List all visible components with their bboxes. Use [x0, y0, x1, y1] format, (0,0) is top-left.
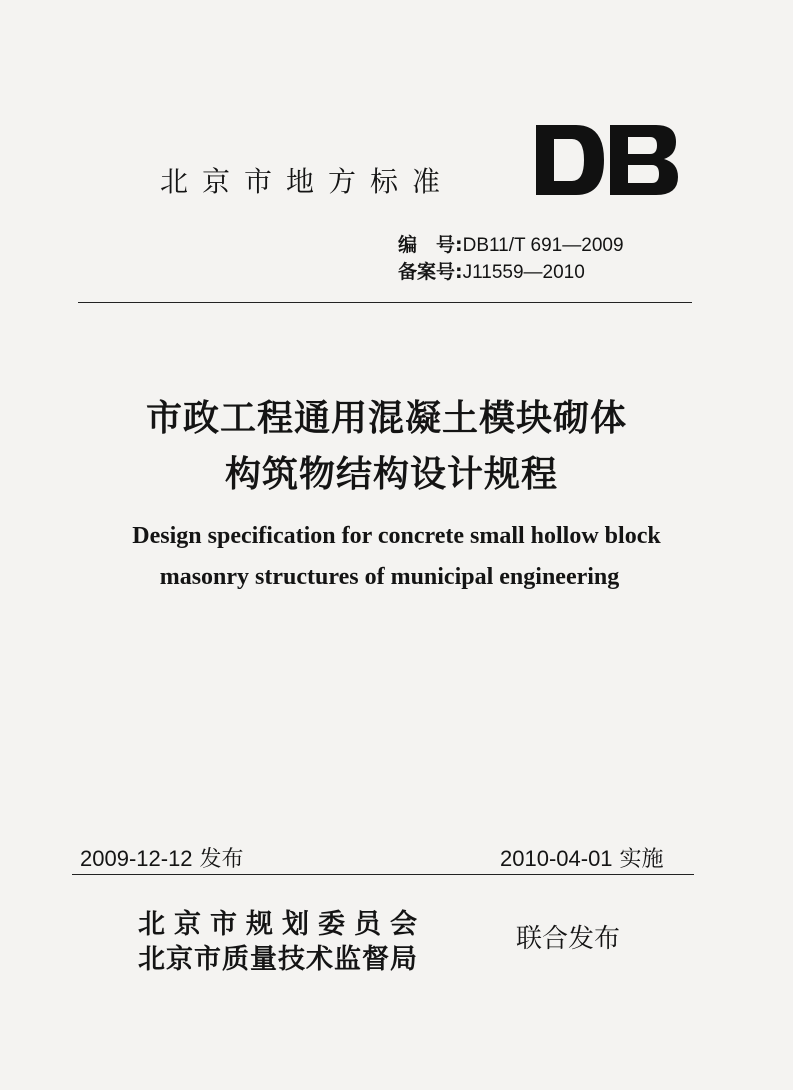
record-number-label: 备案号:	[398, 261, 463, 283]
chinese-title-line-1: 市政工程通用混凝土模块砌体	[145, 398, 627, 439]
issue-date-label: 发布	[199, 847, 244, 872]
issuer-quality-bureau: 北京市质量技术监督局	[138, 944, 418, 975]
standard-number-label: 编 号:	[398, 234, 463, 256]
bottom-divider	[72, 874, 694, 875]
record-number-row	[398, 259, 624, 286]
implementation-date-value: 2010-04-01	[500, 846, 613, 871]
english-title-line-2: masonry structures of municipal engineering	[159, 564, 620, 590]
record-number-value: J11559—2010	[462, 262, 585, 283]
joint-issue-label: 联合发布	[516, 924, 621, 954]
english-title-line-1: Design specification for concrete small hollow block	[132, 523, 661, 549]
issue-date-value: 2009-12-12	[80, 846, 193, 871]
standard-number-value: DB11/T 691—2009	[462, 235, 624, 256]
db-logo	[536, 125, 678, 195]
standard-number-row	[398, 232, 624, 259]
issuer-planning-commission: 北京市规划委员会	[138, 909, 426, 940]
implementation-date-label: 实施	[619, 847, 664, 872]
standard-codes	[398, 232, 624, 286]
issue-date	[80, 842, 244, 873]
standard-type-heading: 北京市地方标准	[160, 165, 455, 198]
implementation-date	[500, 842, 664, 873]
top-divider	[78, 302, 692, 303]
chinese-title-line-2: 构筑物结构设计规程	[224, 454, 558, 495]
